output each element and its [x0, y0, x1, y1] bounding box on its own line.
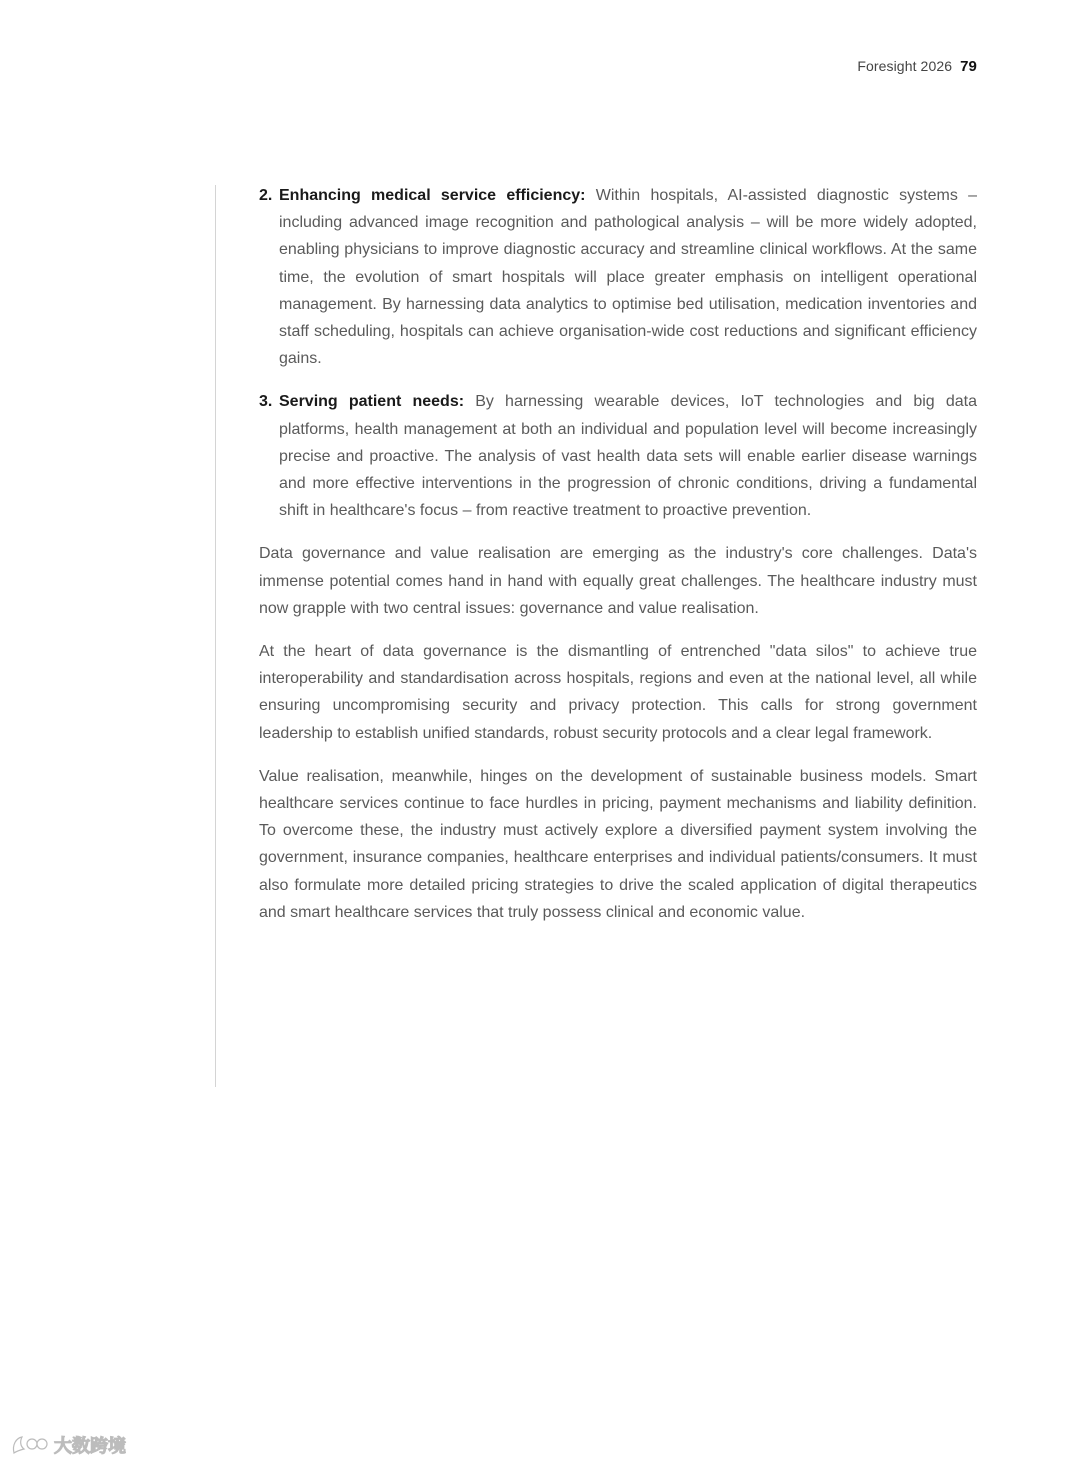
article-body	[259, 182, 977, 942]
list-item-lead: Enhancing medical service efficiency:	[279, 187, 586, 204]
watermark-text: 大数跨境	[54, 1436, 126, 1457]
bird-logo-icon	[10, 1433, 50, 1457]
page-number: 79	[960, 58, 977, 75]
paragraph: Data governance and value realisation are emerging as the industry's core challenges. Data's immense potential comes hand in hand with equally great challenges. The healthcare industry must now grapple with two central issues: governance and value realisation.	[259, 545, 977, 617]
list-item-text: Within hospitals, AI-assisted diagnostic systems – including advanced image recognition and pathological analysis – will be more widely adopted, enabling physicians to improve diagnostic accuracy and streamline clinical workflows. At the same time, the evolution of smart hospitals will place greater emphasis on intelligent operational management. By harnessing data analytics to optimise bed utilisation, medication inventories and staff scheduling, hospitals can achieve organisation-wide cost reductions and significant efficiency gains.	[279, 187, 978, 368]
list-item-number: 3.	[259, 393, 273, 411]
list-item-lead: Serving patient needs:	[279, 393, 465, 411]
paragraph: Value realisation, meanwhile, hinges on the development of sustainable business models. Smart healthcare services continue to face hurdles in pricing, payment mechanisms and liability definition. To overcome these, the industry must actively explore a diversified payment system involving the government, insurance companies, healthcare enterprises and individual patients/consumers. It must also formulate more detailed pricing strategies to drive the scaled application of digital therapeutics and smart healthcare services that truly possess clinical and economic value.	[259, 767, 977, 921]
publication-title: Foresight 2026	[857, 58, 953, 74]
page-header	[857, 58, 977, 75]
list-item-text: By harnessing wearable devices, IoT technologies and big data platforms, health management at both an individual and population level will become increasingly precise and proactive. The analysis of vast health data sets will enable earlier disease warnings and more effective interventions in the progression of chronic conditions, driving a fundamental shift in healthcare's focus – from reactive treatment to proactive prevention.	[279, 393, 978, 520]
list-item	[259, 182, 977, 372]
margin-rule	[215, 185, 216, 1087]
watermark	[10, 1432, 126, 1458]
list-item	[259, 388, 977, 524]
list-item-number: 2.	[259, 187, 273, 204]
paragraph: At the heart of data governance is the dismantling of entrenched "data silos" to achieve true interoperability and standardisation across hospitals, regions and even at the national level, all while ensuring uncompromising security and privacy protection. This calls for strong government leadership to establish unified standards, robust security protocols and a clear legal framework.	[259, 643, 977, 742]
